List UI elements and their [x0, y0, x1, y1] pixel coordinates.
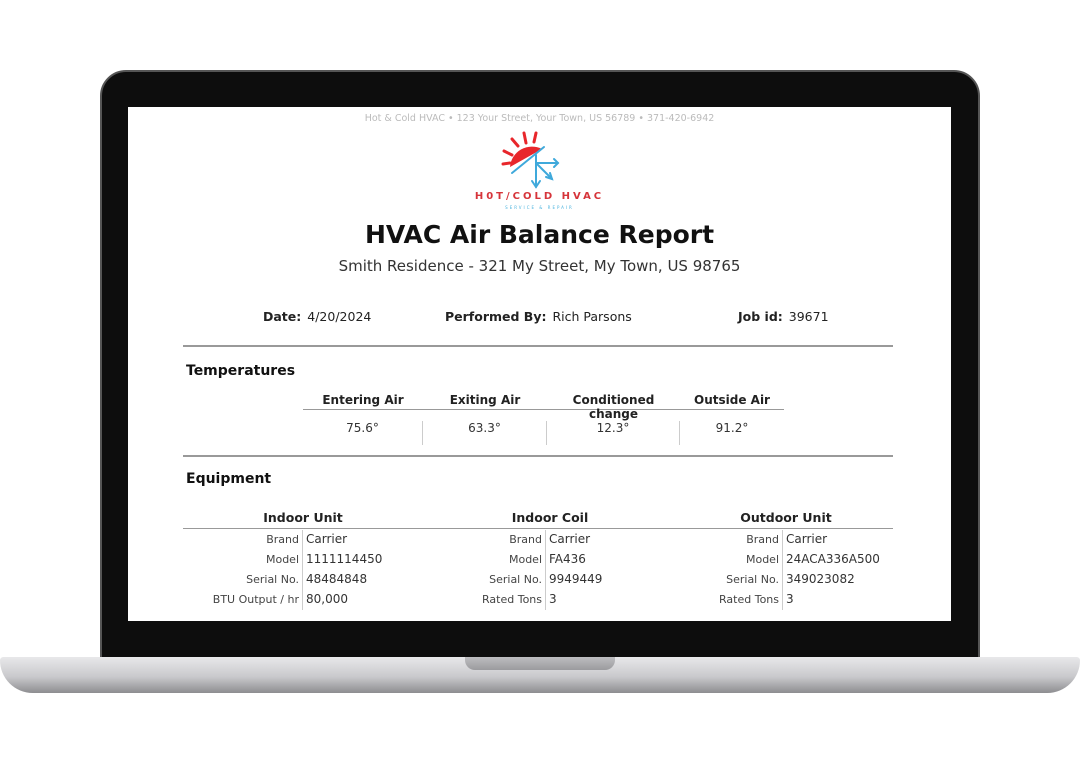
performed-by-field [445, 309, 632, 324]
temp-col-outside: Outside Air [694, 393, 770, 407]
row-label: Brand [668, 530, 783, 550]
equipment-heading: Equipment [186, 471, 272, 487]
temp-col-exiting: Exiting Air [449, 393, 521, 407]
row-value: 349023082 [786, 572, 855, 586]
divider [183, 345, 893, 347]
row-label: Model [183, 550, 303, 570]
table-row [183, 590, 382, 610]
row-label: Brand [183, 530, 303, 550]
table-row [668, 570, 880, 590]
row-value: 48484848 [306, 572, 368, 586]
report-screen [128, 107, 951, 621]
logo-name: H0T/COLD HVAC [474, 191, 605, 202]
report-subtitle: Smith Residence - 321 My Street, My Town, US 98765 [338, 257, 741, 275]
row-value: 80,000 [306, 592, 348, 606]
logo-tagline: SERVICE & REPAIR [505, 205, 574, 210]
indoor-unit-table [183, 530, 382, 610]
indoor-unit-heading: Indoor Unit [263, 510, 343, 525]
row-label: Model [428, 550, 546, 570]
table-row [668, 590, 880, 610]
row-value: Carrier [306, 532, 348, 546]
temp-col-conditioned: Conditioned change [572, 393, 655, 421]
job-label: Job id: [738, 309, 783, 324]
outdoor-unit-heading: Outdoor Unit [740, 510, 832, 525]
job-id-field [738, 309, 829, 324]
performed-value: Rich Parsons [552, 309, 632, 324]
row-value: 9949449 [549, 572, 603, 586]
row-value: 3 [786, 592, 794, 606]
indoor-coil-table [428, 530, 602, 610]
temp-value-conditioned: 12.3° [547, 421, 680, 445]
table-row [183, 570, 382, 590]
temp-value-exiting: 63.3° [423, 421, 547, 445]
row-label: Serial No. [183, 570, 303, 590]
table-row [183, 530, 382, 550]
temp-value-outside: 91.2° [715, 421, 749, 435]
divider [183, 455, 893, 457]
date-value: 4/20/2024 [307, 309, 372, 324]
report-title: HVAC Air Balance Report [364, 220, 715, 249]
table-row [428, 570, 602, 590]
row-value: FA436 [549, 552, 586, 566]
row-label: Rated Tons [668, 590, 783, 610]
company-line: Hot & Cold HVAC • 123 Your Street, Your Town, US 56789 • 371-420-6942 [364, 113, 715, 124]
temp-header-rule [303, 409, 784, 410]
indoor-coil-heading: Indoor Coil [511, 510, 589, 525]
outdoor-unit-table [668, 530, 880, 610]
row-label: Serial No. [428, 570, 546, 590]
temp-value-entering: 75.6° [303, 421, 423, 445]
job-value: 39671 [788, 309, 829, 324]
table-row [183, 550, 382, 570]
row-value: Carrier [786, 532, 828, 546]
table-row [668, 530, 880, 550]
date-field [263, 309, 371, 324]
row-value: 24ACA336A500 [786, 552, 880, 566]
row-value: 1111114450 [306, 552, 383, 566]
temp-col-entering: Entering Air [322, 393, 404, 407]
date-label: Date: [263, 309, 302, 324]
temperatures-heading: Temperatures [186, 363, 296, 379]
row-label: Rated Tons [428, 590, 546, 610]
row-value: Carrier [549, 532, 591, 546]
table-row [428, 550, 602, 570]
laptop-notch [465, 657, 615, 670]
performed-label: Performed By: [445, 309, 547, 324]
equipment-header-rule [183, 528, 893, 529]
table-row [428, 590, 602, 610]
table-row [668, 550, 880, 570]
table-row [428, 530, 602, 550]
row-label: Brand [428, 530, 546, 550]
row-value: 3 [549, 592, 557, 606]
row-label: Model [668, 550, 783, 570]
row-label: Serial No. [668, 570, 783, 590]
row-label: BTU Output / hr [183, 590, 303, 610]
sun-snowflake-logo-icon [498, 131, 578, 191]
